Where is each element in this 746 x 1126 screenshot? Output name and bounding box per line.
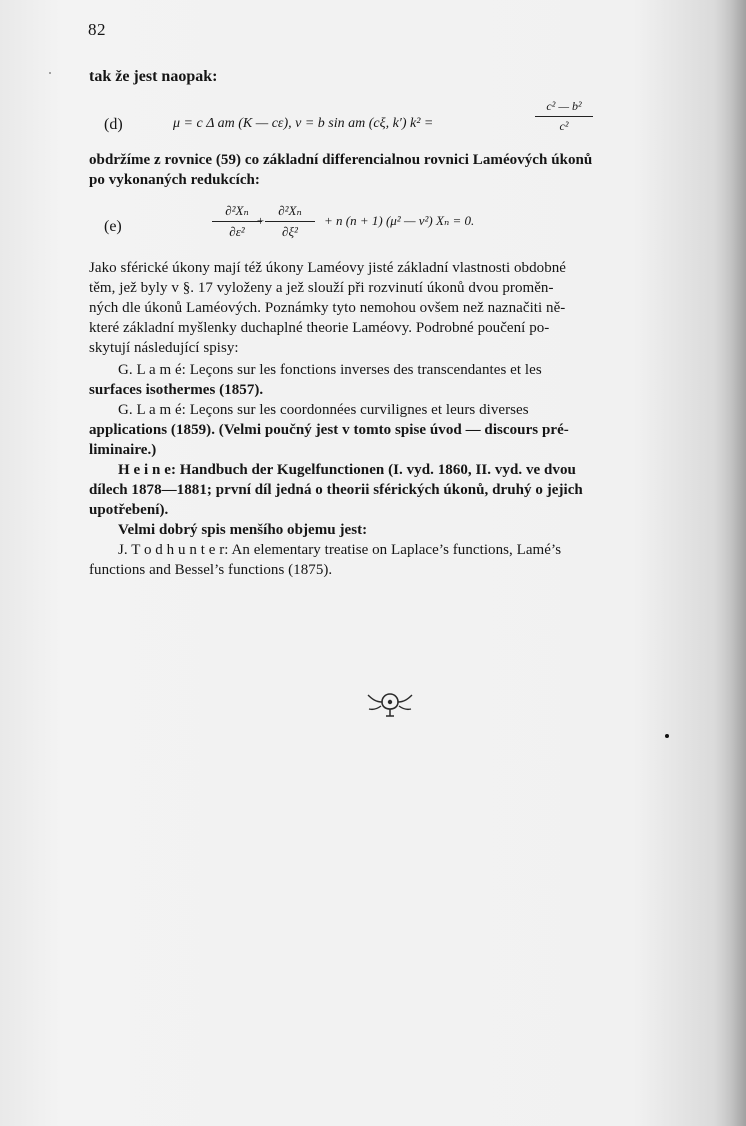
reference-line: applications (1859). (Velmi poučný jest v tomto spise úvod — discours pré- bbox=[89, 422, 569, 438]
paragraph-line: po vykonaných redukcích: bbox=[89, 172, 260, 188]
equation-e-fraction-2-denominator: ∂ξ² bbox=[282, 224, 298, 239]
reference-line: J. T o d h u n t e r: An elementary treatise on Laplace’s functions, Lamé’s bbox=[118, 542, 562, 558]
equation-e-fraction-2 bbox=[265, 203, 315, 240]
equation-e-fraction-1-denominator: ∂ε² bbox=[229, 224, 245, 239]
equation-e-plus: + bbox=[256, 213, 265, 228]
speck-mark bbox=[49, 72, 51, 74]
paragraph-line: těm, jež byly v §. 17 vyloženy a jež slouží při rozvinutí úkonů dvou proměn- bbox=[89, 280, 554, 296]
ink-dot bbox=[665, 734, 669, 738]
reference-line: surfaces isothermes (1857). bbox=[89, 382, 264, 398]
reference-line: functions and Bessel’s functions (1875). bbox=[89, 562, 333, 578]
reference-line: dílech 1878—1881; první díl jedná o theorii sférických úkonů, druhý o jejich bbox=[89, 482, 583, 498]
fraction-bar bbox=[212, 221, 262, 222]
equation-d-fraction-numerator: c² — b² bbox=[546, 99, 582, 113]
page-number: 82 bbox=[88, 20, 106, 39]
equation-e-fraction-1-numerator: ∂²Xₙ bbox=[225, 203, 249, 218]
equation-e-tail: + n (n + 1) (μ² — ν²) Xₙ = 0. bbox=[324, 213, 475, 228]
printer-ornament-icon bbox=[358, 688, 422, 720]
fraction-bar bbox=[265, 221, 315, 222]
references bbox=[89, 360, 684, 580]
reference-line: liminaire.) bbox=[89, 442, 157, 458]
reference-line: upotřebení). bbox=[89, 502, 169, 518]
equation-e-fraction-2-numerator: ∂²Xₙ bbox=[278, 203, 302, 218]
paragraph-line: skytují následující spisy: bbox=[89, 340, 239, 356]
intro-line: tak že jest naopak: bbox=[89, 68, 218, 85]
equation-d: μ = c Δ am (K — cε), ν = b sin am (cξ, k′) k² = bbox=[173, 116, 434, 131]
equation-d-fraction bbox=[535, 99, 593, 134]
reference-line: Velmi dobrý spis menšího objemu jest: bbox=[118, 522, 368, 538]
equation-e bbox=[212, 203, 572, 243]
reference-line: G. L a m é: Leçons sur les coordonnées curvilignes et leurs diverses bbox=[118, 402, 529, 418]
equation-e-label: (e) bbox=[104, 218, 122, 235]
paragraph-after-d bbox=[89, 150, 684, 190]
equation-d-fraction-denominator: c² bbox=[559, 119, 569, 133]
main-paragraph bbox=[89, 258, 684, 358]
paragraph-line: ných dle úkonů Laméových. Poznámky tyto nemohou ovšem než naznačiti ně- bbox=[89, 300, 566, 316]
paragraph-line: obdržíme z rovnice (59) co základní differencialnou rovnici Laméových úkonů bbox=[89, 152, 593, 168]
equation-d-label: (d) bbox=[104, 116, 123, 133]
paragraph-line: Jako sférické úkony mají též úkony Laméovy jisté základní vlastnosti obdobné bbox=[89, 260, 567, 276]
equation-e-fraction-1 bbox=[212, 203, 262, 240]
paragraph-line: které základní myšlenky duchaplné theorie Laméovy. Podrobné poučení po- bbox=[89, 320, 550, 336]
page-edge-shadow bbox=[714, 0, 746, 1126]
fraction-bar bbox=[535, 116, 593, 117]
reference-line: H e i n e: Handbuch der Kugelfunctionen (I. vyd. 1860, II. vyd. ve dvou bbox=[118, 462, 576, 478]
reference-line: G. L a m é: Leçons sur les fonctions inverses des transcendantes et les bbox=[118, 362, 542, 378]
